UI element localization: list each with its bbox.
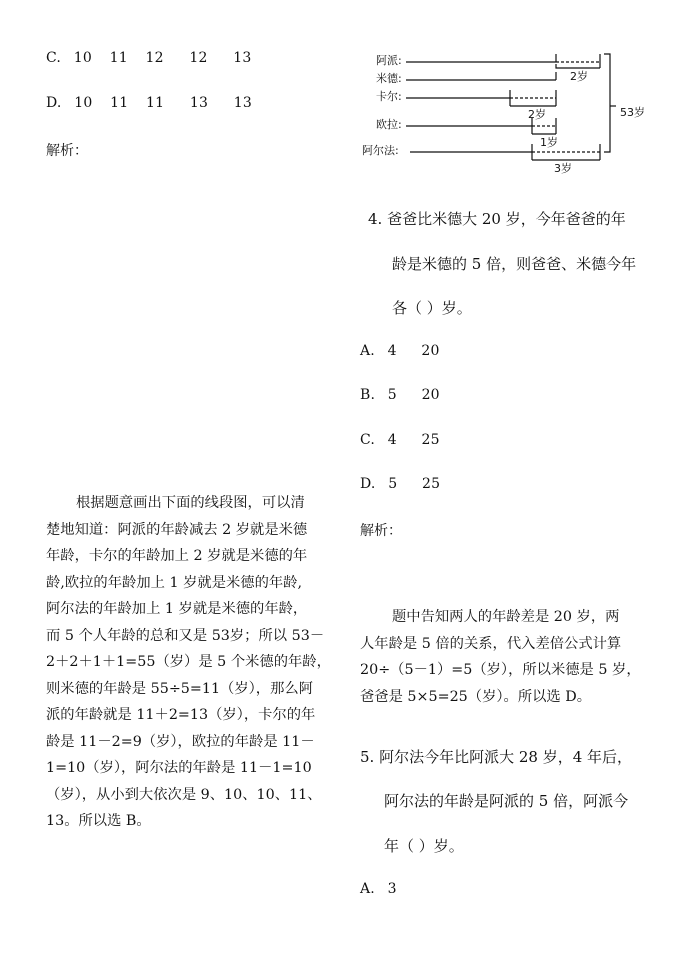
solution-line: 龄,欧拉的年龄加上 1 岁就是米德的年龄,: [46, 574, 303, 591]
q5-line-1: 5. 阿尔法今年比阿派大 28 岁，4 年后，: [360, 748, 633, 766]
option-value: 12: [145, 50, 164, 66]
solution-line: 派的年龄就是 11＋2=13（岁），卡尔的年: [46, 707, 316, 723]
option-value: 20: [421, 387, 440, 403]
option-letter: A.: [360, 343, 375, 359]
option-value: 25: [422, 476, 441, 492]
option-letter: C.: [46, 50, 62, 66]
person-label: 米德:: [376, 72, 402, 85]
solution-line: （岁），从小到大依次是 9、10、10、11、: [46, 786, 322, 803]
solution-line: 根据题意画出下面的线段图，可以清: [76, 495, 305, 511]
option-value: 5: [388, 476, 398, 492]
option-value: 13: [189, 95, 209, 111]
person-label: 阿派:: [376, 54, 402, 67]
total-label: 53岁: [620, 106, 645, 119]
option-value: 12: [189, 50, 208, 66]
q4-option-b: [360, 387, 440, 403]
option-value: 11: [145, 95, 165, 111]
option-letter: C.: [360, 432, 376, 448]
q4-solution-paragraph: [360, 604, 641, 710]
option-value: 13: [233, 95, 252, 111]
brace-apai: [556, 64, 600, 68]
q4-line-1: 4. 爸爸比米德大 20 岁，今年爸爸的年: [368, 210, 626, 228]
option-c: [46, 50, 251, 66]
option-letter: D.: [360, 476, 376, 492]
diff-label: 2岁: [570, 70, 588, 83]
q4-option-a: [360, 343, 440, 359]
solution-line: 年龄，卡尔的年龄加上 2 岁就是米德的年: [46, 548, 308, 564]
option-letter: B.: [360, 387, 376, 403]
person-label: 阿尔法:: [362, 144, 399, 157]
solution-line: 20÷（5－1）=5（岁），所以米德是 5 岁，: [360, 662, 641, 678]
diff-label: 1岁: [540, 136, 558, 149]
option-letter: D.: [46, 95, 62, 111]
total-brace: [604, 54, 610, 152]
solution-line: 则米德的年龄是 55÷5=11（岁），那么阿: [46, 680, 313, 697]
solution-line: 13。所以选 B。: [46, 813, 151, 829]
option-value: 3: [387, 881, 397, 897]
solution-line: 爸爸是 5×5=25（岁）。所以选 D。: [360, 688, 592, 705]
line-segment-diagram: [358, 44, 658, 184]
q5-line-3: 年（ ）岁。: [384, 837, 464, 855]
q4-analysis-label: 解析：: [360, 523, 402, 539]
solution-line: 2＋2＋1＋1=55（岁）是 5 个米德的年龄，: [46, 654, 331, 670]
option-value: 4: [387, 343, 397, 359]
solution-line: 阿尔法的年龄加上 1 岁就是米德的年龄，: [46, 601, 308, 617]
q5-option-a: [360, 881, 397, 897]
diff-label: 3岁: [554, 162, 572, 175]
option-d: [46, 95, 252, 111]
option-value: 4: [387, 432, 397, 448]
solution-line: 人年龄是 5 倍的关系，代入差倍公式计算: [360, 635, 622, 652]
diff-label: 2岁: [528, 108, 546, 121]
person-label: 欧拉:: [376, 118, 402, 131]
solution-line: 龄是 11－2=9（岁），欧拉的年龄是 11－: [46, 733, 315, 750]
option-value: 10: [73, 50, 92, 66]
q4-line-3: 各（ ）岁。: [392, 299, 472, 317]
analysis-label: 解析：: [46, 143, 88, 159]
option-value: 10: [74, 95, 93, 111]
solution-line: 1=10（岁），阿尔法的年龄是 11－1=10: [46, 760, 312, 776]
q4-option-d: [360, 476, 440, 492]
q4-option-c: [360, 432, 440, 448]
solution-line: 而 5 个人年龄的总和又是 53岁；所以 53－: [46, 627, 325, 644]
q4-line-2: 龄是米德的 5 倍，则爸爸、米德今年: [392, 255, 637, 273]
solution-line: 题中告知两人的年龄差是 20 岁，两: [392, 609, 620, 625]
solution-line: 楚地知道：阿派的年龄减去 2 岁就是米德: [46, 521, 308, 538]
option-value: 13: [233, 50, 252, 66]
q5-line-2: 阿尔法的年龄是阿派的 5 倍，阿派今: [384, 792, 629, 810]
option-value: 5: [387, 387, 397, 403]
option-letter: A.: [360, 881, 375, 897]
option-value: 25: [421, 432, 440, 448]
option-value: 11: [109, 50, 128, 66]
option-value: 11: [110, 95, 129, 111]
option-value: 20: [421, 343, 440, 359]
person-label: 卡尔:: [376, 90, 402, 103]
solution-paragraph: [46, 490, 331, 835]
